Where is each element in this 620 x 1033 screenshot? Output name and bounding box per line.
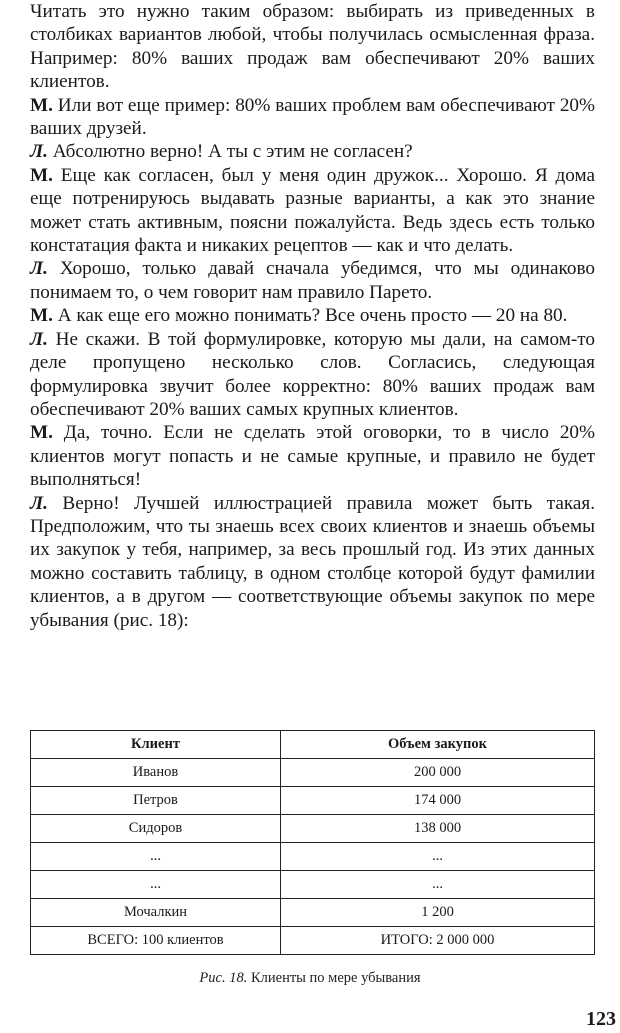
client-cell: Сидоров: [31, 815, 281, 843]
speaker-label: Л.: [30, 328, 48, 350]
table-row: [31, 787, 595, 815]
paragraph: [30, 140, 595, 163]
speaker-label: М.: [30, 305, 53, 327]
volume-cell: 138 000: [281, 815, 595, 843]
paragraph-text: А как еще его можно понимать? Все очень просто — 20 на 80.: [52, 305, 568, 327]
total-clients-cell: ВСЕГО: 100 клиентов: [31, 927, 281, 955]
volume-cell: 1 200: [281, 899, 595, 927]
paragraph: [30, 0, 595, 94]
speaker-label: М.: [30, 94, 53, 116]
paragraph-text: Не скажи. В той формулировке, которую мы дали, на самом-то деле пропущено несколько слов. Согласись, следующая формулировка звучит более корректно: 80% ваших продаж вам обеспечивают 20% ваших самых крупных клиентов.: [30, 328, 595, 420]
table-row: [31, 871, 595, 899]
paragraph: [30, 164, 595, 258]
table-total-row: [31, 927, 595, 955]
page-number: 123: [586, 1008, 616, 1030]
table-row: [31, 815, 595, 843]
figure-label: Рис. 18.: [199, 970, 248, 986]
paragraph-text: Да, точно. Если не сделать этой оговорки, то в число 20% клиентов могут попасть и не самые крупные, и правило не будет выполняться!: [30, 422, 595, 491]
paragraph-text: Или вот еще пример: 80% ваших проблем вам обеспечивают 20% ваших друзей.: [30, 94, 595, 140]
client-cell: Мочалкин: [31, 899, 281, 927]
client-cell: ...: [31, 871, 281, 899]
speaker-label: Л.: [30, 141, 48, 163]
table-header-row: [31, 731, 595, 759]
paragraph: [30, 421, 595, 491]
client-cell: Иванов: [31, 759, 281, 787]
table-row: [31, 843, 595, 871]
column-header-volume: Объем закупок: [281, 731, 595, 759]
paragraph: [30, 328, 595, 422]
volume-cell: 174 000: [281, 787, 595, 815]
column-header-client: Клиент: [31, 731, 281, 759]
clients-table: [30, 730, 595, 955]
table-row: [31, 899, 595, 927]
figure-caption: [0, 970, 620, 987]
paragraph: [30, 492, 595, 632]
volume-cell: ...: [281, 843, 595, 871]
caption-text: Клиенты по мере убывания: [247, 970, 421, 986]
volume-cell: ...: [281, 871, 595, 899]
speaker-label: Л.: [30, 258, 48, 280]
client-cell: Петров: [31, 787, 281, 815]
speaker-label: М.: [30, 164, 53, 186]
speaker-label: Л.: [30, 492, 48, 514]
paragraph: [30, 94, 595, 141]
total-volume-cell: ИТОГО: 2 000 000: [281, 927, 595, 955]
volume-cell: 200 000: [281, 759, 595, 787]
client-cell: ...: [31, 843, 281, 871]
paragraph-text: Верно! Лучшей иллюстрацией правила может быть такая. Предположим, что ты знаешь всех своих клиентов и знаешь объемы их закупок у тебя, например, за весь прошлый год. Из этих данных можно составить таблицу, в одном столбце которой будут фамилии клиентов, а в другом — соответствующие объемы закупок по мере убывания (рис. 18):: [30, 492, 595, 631]
paragraph-text: Еще как согласен, был у меня один дружок... Хорошо. Я дома еще потренируюсь выдавать разные варианты, а как это знание может стать активным, поясни пожалуйста. Ведь здесь есть только констатация факта и никаких рецептов — как и что делать.: [30, 164, 595, 257]
paragraph: [30, 257, 595, 304]
paragraph-text: Абсолютно верно! А ты с этим не согласен?: [47, 141, 413, 163]
paragraph-text: Читать это нужно таким образом: выбирать из приведенных в столбиках вариантов любой, чтобы получилась осмысленная фраза. Например: 80% ваших продаж вам обеспечивают 20% ваших клиентов.: [30, 1, 595, 93]
paragraph: [30, 304, 595, 327]
paragraph-text: Хорошо, только давай сначала убедимся, что мы одинаково понимаем то, о чем говорит нам правило Парето.: [30, 258, 595, 303]
table-row: [31, 759, 595, 787]
body-text: [30, 0, 595, 632]
speaker-label: М.: [30, 422, 53, 444]
